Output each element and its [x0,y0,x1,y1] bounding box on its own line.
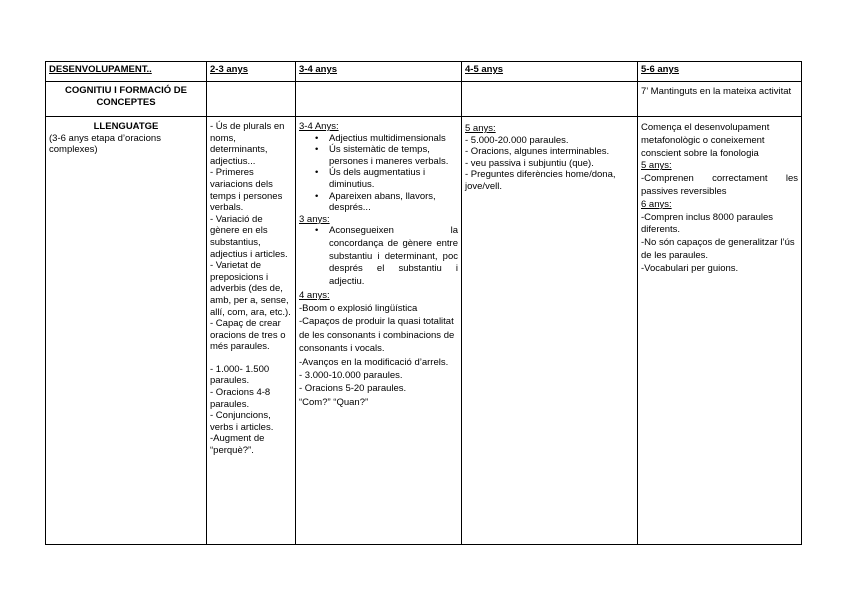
list-item: - Oracions 5-20 paraules. [299,383,407,395]
header-2-3: 2-3 anys [207,62,296,82]
heading-5-years: 5 anys: [465,123,496,134]
list-item: - veu passiva i subjuntiu (que). [465,157,594,169]
header-5-6: 5-6 anys [638,62,802,82]
cognitive-3-4 [296,82,462,117]
bullet-item: • Apareixen abans, llavors, després... [299,191,458,214]
language-3-4 [296,117,462,545]
language-subtitle: (3-6 anys etapa d’oracions complexes) [49,132,161,156]
language-5-6 [638,117,802,545]
bullet-item: • Ús dels augmentatius i diminutius. [299,167,458,190]
development-table [45,61,802,545]
intro-text: Comença el desenvolupament metafonològic o coneixement conscient sobre la fonologia [641,122,770,159]
list-item: -Comprenen correctament les passives reversibles [641,173,798,197]
heading-4-years: 4 anys: [299,290,330,302]
header-3-4: 3-4 anys [296,62,462,82]
list-item: - 5.000-20.000 paraules. [465,134,569,146]
list-item: - 3.000-10.000 paraules. [299,369,403,381]
header-row [46,62,802,82]
spacer [210,353,292,364]
row-cognitive [46,82,802,117]
list-item: - Primeres variacions dels temps i persones verbals. [210,167,283,214]
cognitive-title-cell [46,82,207,117]
list-item: - 1.000- 1.500 paraules. [210,363,270,387]
language-4-5 [462,117,638,545]
list-item: - Ús de plurals en noms, determinants, adjectius... [210,121,285,167]
bullet-item: • Aconsegueixen la concordança de gènere entre substantiu i determinant, poc després el substantiu i adjectiu. [299,225,458,288]
heading-3-years: 3 anys: [299,213,330,225]
cognitive-5-6 [638,82,802,117]
list-item: - Preguntes diferències home/dona, jove/vell. [465,169,616,192]
list-item: - Varietat de preposicions i adverbis (des de, amb, per a, sense, allí, com, ara, etc.). [210,260,291,318]
header-4-5: 4-5 anys [462,62,638,82]
language-2-3 [207,117,296,545]
list-item: - Oracions 4-8 paraules. [210,387,271,410]
heading-3-4: 3-4 Anys: [299,121,339,132]
list-item: - Conjuncions, verbs i articles. [210,410,274,433]
cognitive-title: COGNITIU I FORMACIÓ DE CONCEPTES [65,85,187,108]
list-item: -No són capaços de generalitzar l’ús de les paraules. [641,237,795,261]
cognitive-5-6-text: 7’ Mantinguts en la mateixa activitat [641,86,792,97]
list-item: “Com?” “Quan?” [299,396,369,408]
list-item: - Oracions, algunes interminables. [465,146,610,158]
row-language [46,117,802,545]
heading-5-years: 5 anys: [641,160,672,172]
list-item: -Compren inclus 8000 paraules diferents. [641,211,774,236]
language-title-cell [46,117,207,545]
heading-6-years: 6 anys: [641,198,672,210]
cognitive-2-3 [207,82,296,117]
four-years-list [299,302,458,409]
list-item: - Capaç de crear oracions de tres o més paraules. [210,318,286,353]
list-item: - Variació de gènere en els substantius, adjectius i articles. [210,213,288,260]
header-development: DESENVOLUPAMENT.. [46,62,207,82]
list-item: -Avanços en la modificació d’arrels. [299,356,449,368]
list-item: -Vocabulari per guions. [641,262,739,274]
bullet-item: • Ús sistemàtic de temps, persones i maneres verbals. [299,144,458,167]
list-item: -Boom o explosió lingüística [299,302,418,314]
bullet-item: • Adjectius multidimensionals [299,133,458,145]
list-item: -Capaços de produir la quasi totalitat de les consonants i combinacions de consonants i vocals. [299,316,455,355]
cognitive-4-5 [462,82,638,117]
list-item: -Augment de “perquè?”. [210,433,265,457]
language-title: LLENGUATGE [93,121,159,132]
